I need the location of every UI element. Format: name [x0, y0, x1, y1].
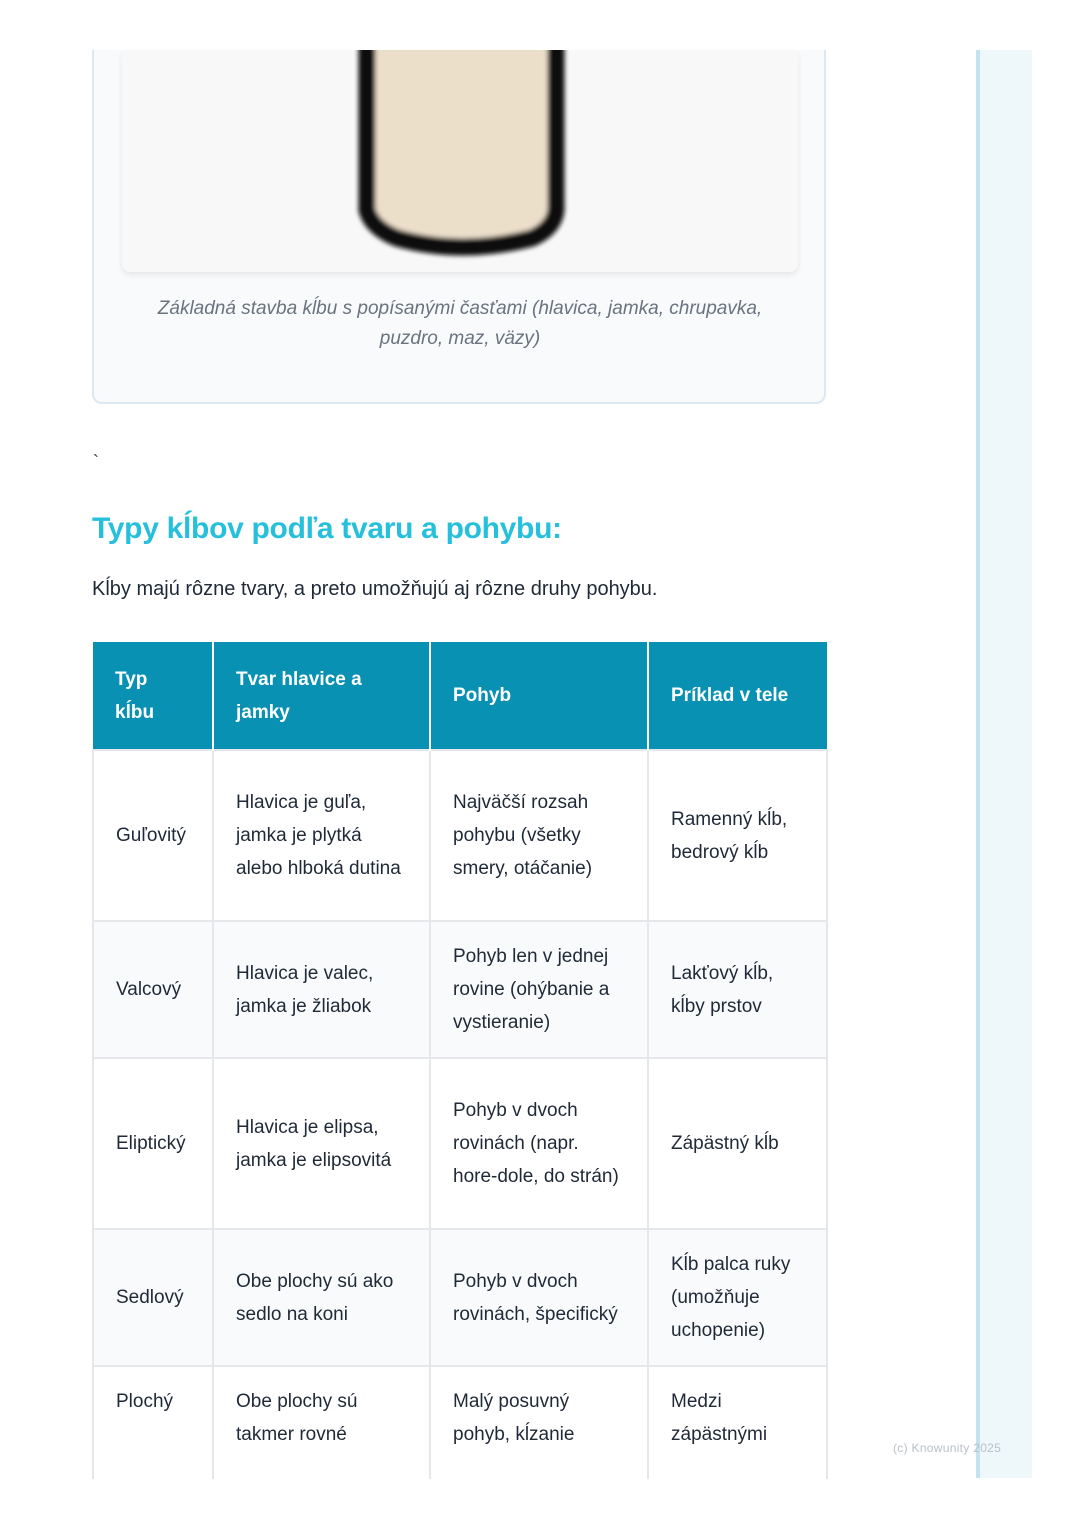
header-shape: Tvar hlavice a jamky	[213, 642, 430, 750]
table-row	[93, 1229, 827, 1366]
header-example: Príklad v tele	[648, 642, 827, 750]
stray-backtick: `	[93, 452, 99, 472]
cell-movement: Najväčší rozsah pohybu (všetky smery, otáčanie)	[430, 750, 648, 921]
table-row	[93, 921, 827, 1058]
header-joint-type: Typ kĺbu	[93, 642, 213, 750]
cell-movement: Pohyb v dvoch rovinách (napr. hore-dole, do strán)	[430, 1058, 648, 1229]
page-bottom-margin	[0, 1479, 1080, 1528]
cell-joint-type: Eliptický	[93, 1058, 213, 1229]
cell-joint-type: Guľovitý	[93, 750, 213, 921]
joint-diagram-image	[122, 50, 798, 272]
figure-card	[92, 50, 826, 404]
header-movement: Pohyb	[430, 642, 648, 750]
table-row	[93, 750, 827, 921]
table-row	[93, 1366, 827, 1481]
cell-example: Ramenný kĺb, bedrový kĺb	[648, 750, 827, 921]
cell-movement: Pohyb len v jednej rovine (ohýbanie a vystieranie)	[430, 921, 648, 1058]
cell-movement: Malý posuvný pohyb, kĺzanie	[430, 1366, 648, 1481]
cell-shape: Hlavica je valec, jamka je žliabok	[213, 921, 430, 1058]
intro-paragraph: Kĺby majú rôzne tvary, a preto umožňujú aj rôzne druhy pohybu.	[92, 578, 658, 600]
table-header-row	[93, 642, 827, 750]
section-heading: Typy kĺbov podľa tvaru a pohybu:	[92, 512, 562, 545]
cell-example: Medzi zápästnými	[648, 1366, 827, 1481]
cell-shape: Obe plochy sú ako sedlo na koni	[213, 1229, 430, 1366]
cell-example: Lakťový kĺb, kĺby prstov	[648, 921, 827, 1058]
cell-movement: Pohyb v dvoch rovinách, špecifický	[430, 1229, 648, 1366]
cell-example: Zápästný kĺb	[648, 1058, 827, 1229]
cell-joint-type: Plochý	[93, 1366, 213, 1481]
figure-caption: Základná stavba kĺbu s popísanými časťami (hlavica, jamka, chrupavka, puzdro, maz, väzy)	[157, 298, 763, 349]
cell-shape: Hlavica je guľa, jamka je plytká alebo hlboká dutina	[213, 750, 430, 921]
side-panel	[976, 50, 1032, 1478]
cell-shape: Hlavica je elipsa, jamka je elipsovitá	[213, 1058, 430, 1229]
copyright-watermark: (c) Knowunity 2025	[893, 1441, 1002, 1455]
table-row	[93, 1058, 827, 1229]
joint-bone-illustration	[122, 50, 798, 272]
cell-shape: Obe plochy sú takmer rovné	[213, 1366, 430, 1481]
cell-joint-type: Valcový	[93, 921, 213, 1058]
cell-example: Kĺb palca ruky (umožňuje uchopenie)	[648, 1229, 827, 1366]
joint-types-table	[92, 642, 828, 1482]
cell-joint-type: Sedlový	[93, 1229, 213, 1366]
